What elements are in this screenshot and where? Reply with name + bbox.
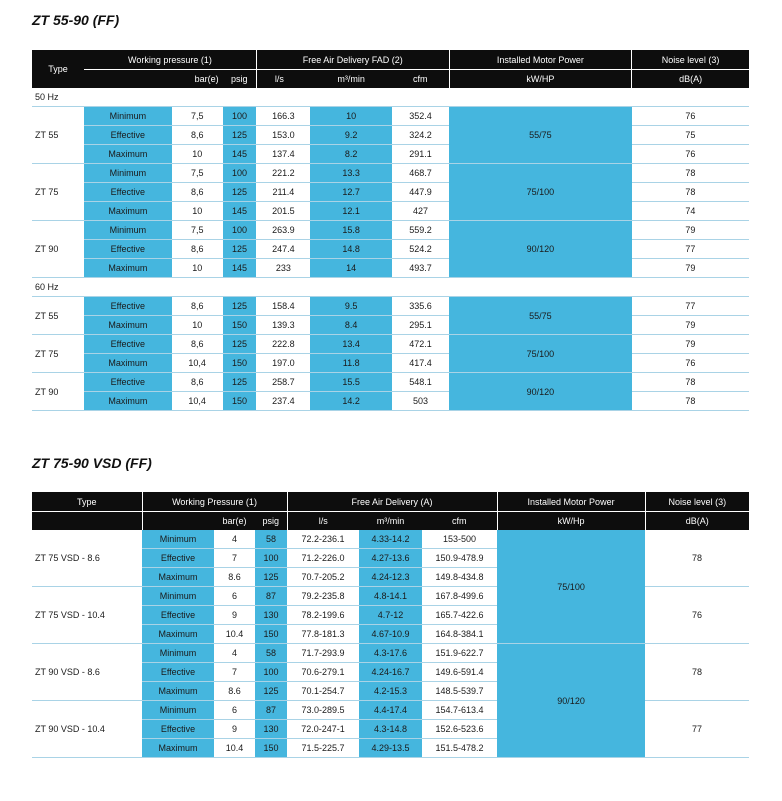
ls-subheader-2: l/s bbox=[287, 512, 359, 531]
cfm-value: 468.7 bbox=[392, 164, 449, 183]
frequency-row bbox=[32, 88, 749, 107]
level-subheader bbox=[84, 70, 172, 89]
m3min-subheader: m³/min bbox=[310, 70, 392, 89]
model-name: ZT 90 VSD - 8.6 bbox=[32, 644, 142, 701]
model-name: ZT 90 bbox=[32, 373, 84, 411]
m3min-value: 4.3-14.8 bbox=[359, 720, 422, 739]
dba-subheader: dB(A) bbox=[632, 70, 749, 89]
model-name: ZT 75 bbox=[32, 335, 84, 373]
bar-value: 10.4 bbox=[214, 625, 255, 644]
cfm-subheader: cfm bbox=[392, 70, 449, 89]
psig-value: 100 bbox=[255, 663, 287, 682]
pressure-level: Minimum bbox=[142, 587, 214, 606]
psig-value: 145 bbox=[223, 259, 257, 278]
pressure-level: Effective bbox=[142, 720, 214, 739]
psig-value: 145 bbox=[223, 202, 257, 221]
cfm-value: 447.9 bbox=[392, 183, 449, 202]
bar-value: 7 bbox=[214, 663, 255, 682]
table-row bbox=[32, 644, 749, 663]
cfm-value: 148.5-539.7 bbox=[422, 682, 497, 701]
bar-value: 6 bbox=[214, 701, 255, 720]
cfm-value: 295.1 bbox=[392, 316, 449, 335]
ls-value: 77.8-181.3 bbox=[287, 625, 359, 644]
table-row bbox=[32, 335, 749, 354]
ls-value: 258.7 bbox=[256, 373, 310, 392]
noise-level-header: Noise level (3) bbox=[632, 50, 749, 70]
bar-value: 7,5 bbox=[172, 107, 223, 126]
ls-value: 139.3 bbox=[256, 316, 310, 335]
m3min-value: 4.29-13.5 bbox=[359, 739, 422, 758]
psig-value: 125 bbox=[223, 335, 257, 354]
m3min-value: 14.2 bbox=[310, 392, 392, 411]
pressure-level: Maximum bbox=[84, 392, 172, 411]
pressure-level: Effective bbox=[84, 373, 172, 392]
cfm-value: 559.2 bbox=[392, 221, 449, 240]
motor-power: 75/100 bbox=[449, 164, 632, 221]
noise-value: 74 bbox=[632, 202, 749, 221]
cfm-value: 524.2 bbox=[392, 240, 449, 259]
psig-value: 100 bbox=[223, 107, 257, 126]
motor-power: 75/100 bbox=[449, 335, 632, 373]
table1-title: ZT 55-90 (FF) bbox=[32, 12, 120, 28]
psig-subheader: psig bbox=[223, 70, 257, 89]
psig-subheader-2: psig bbox=[255, 512, 287, 531]
m3min-value: 4.8-14.1 bbox=[359, 587, 422, 606]
model-name: ZT 75 bbox=[32, 164, 84, 221]
m3min-value: 12.1 bbox=[310, 202, 392, 221]
noise-value: 79 bbox=[632, 316, 749, 335]
motor-power: 55/75 bbox=[449, 107, 632, 164]
ls-value: 72.2-236.1 bbox=[287, 530, 359, 549]
psig-value: 125 bbox=[223, 183, 257, 202]
noise-value: 78 bbox=[645, 530, 749, 587]
psig-value: 87 bbox=[255, 587, 287, 606]
cfm-value: 493.7 bbox=[392, 259, 449, 278]
bar-value: 6 bbox=[214, 587, 255, 606]
cfm-value: 335.6 bbox=[392, 297, 449, 316]
ls-value: 247.4 bbox=[256, 240, 310, 259]
table-row bbox=[32, 107, 749, 126]
bar-value: 8,6 bbox=[172, 297, 223, 316]
pressure-level: Effective bbox=[84, 240, 172, 259]
table1-header-row bbox=[32, 50, 749, 70]
psig-value: 125 bbox=[223, 240, 257, 259]
psig-value: 150 bbox=[255, 625, 287, 644]
m3min-value: 14 bbox=[310, 259, 392, 278]
m3min-value: 8.2 bbox=[310, 145, 392, 164]
pressure-level: Maximum bbox=[84, 145, 172, 164]
ls-value: 166.3 bbox=[256, 107, 310, 126]
table-row bbox=[32, 354, 749, 373]
pressure-level: Maximum bbox=[142, 568, 214, 587]
pressure-level: Maximum bbox=[142, 625, 214, 644]
noise-value: 77 bbox=[632, 297, 749, 316]
pressure-level: Maximum bbox=[84, 316, 172, 335]
m3min-value: 11.8 bbox=[310, 354, 392, 373]
bar-value: 8,6 bbox=[172, 335, 223, 354]
psig-value: 145 bbox=[223, 145, 257, 164]
specs-table-vsd bbox=[32, 492, 749, 758]
psig-value: 58 bbox=[255, 530, 287, 549]
ls-value: 222.8 bbox=[256, 335, 310, 354]
working-pressure-header: Working pressure (1) bbox=[84, 50, 256, 70]
motor-power-header: Installed Motor Power bbox=[449, 50, 632, 70]
m3min-value: 15.5 bbox=[310, 373, 392, 392]
frequency-row bbox=[32, 278, 749, 297]
pressure-level: Minimum bbox=[142, 701, 214, 720]
ls-value: 73.0-289.5 bbox=[287, 701, 359, 720]
ls-value: 72.0-247-1 bbox=[287, 720, 359, 739]
motor-power: 55/75 bbox=[449, 297, 632, 335]
psig-value: 150 bbox=[255, 739, 287, 758]
psig-value: 100 bbox=[223, 221, 257, 240]
psig-value: 125 bbox=[255, 568, 287, 587]
model-name: ZT 75 VSD - 8.6 bbox=[32, 530, 142, 587]
ls-value: 137.4 bbox=[256, 145, 310, 164]
m3min-value: 4.33-14.2 bbox=[359, 530, 422, 549]
bar-value: 7,5 bbox=[172, 164, 223, 183]
psig-value: 125 bbox=[223, 126, 257, 145]
kwhp-subheader-2: kW/Hp bbox=[497, 512, 645, 531]
motor-power: 90/120 bbox=[497, 644, 645, 758]
noise-value: 78 bbox=[632, 373, 749, 392]
type-header: Type bbox=[32, 50, 84, 88]
table-row bbox=[32, 145, 749, 164]
frequency-label: 50 Hz bbox=[32, 88, 749, 107]
cfm-value: 167.8-499.6 bbox=[422, 587, 497, 606]
pressure-level: Minimum bbox=[142, 530, 214, 549]
noise-value: 77 bbox=[645, 701, 749, 758]
bar-value: 7 bbox=[214, 549, 255, 568]
ls-value: 237.4 bbox=[256, 392, 310, 411]
cfm-value: 164.8-384.1 bbox=[422, 625, 497, 644]
model-name: ZT 55 bbox=[32, 107, 84, 164]
cfm-value: 165.7-422.6 bbox=[422, 606, 497, 625]
bar-value: 4 bbox=[214, 530, 255, 549]
bar-value: 8,6 bbox=[172, 373, 223, 392]
psig-value: 100 bbox=[223, 164, 257, 183]
cfm-value: 152.6-523.6 bbox=[422, 720, 497, 739]
psig-value: 150 bbox=[223, 392, 257, 411]
table1-subheader-row bbox=[32, 70, 749, 89]
level-subheader-2 bbox=[142, 512, 214, 531]
bar-value: 4 bbox=[214, 644, 255, 663]
cfm-value: 352.4 bbox=[392, 107, 449, 126]
ls-value: 158.4 bbox=[256, 297, 310, 316]
fad-header-2: Free Air Delivery (A) bbox=[287, 492, 497, 512]
ls-value: 263.9 bbox=[256, 221, 310, 240]
pressure-level: Maximum bbox=[84, 354, 172, 373]
table-row bbox=[32, 316, 749, 335]
table-row bbox=[32, 530, 749, 549]
pressure-level: Minimum bbox=[84, 107, 172, 126]
table-row bbox=[32, 183, 749, 202]
pressure-level: Minimum bbox=[142, 644, 214, 663]
psig-value: 150 bbox=[223, 354, 257, 373]
table-row bbox=[32, 126, 749, 145]
noise-value: 78 bbox=[632, 183, 749, 202]
pressure-level: Effective bbox=[142, 549, 214, 568]
table-row bbox=[32, 392, 749, 411]
m3min-value: 13.3 bbox=[310, 164, 392, 183]
pressure-level: Maximum bbox=[142, 682, 214, 701]
bar-value: 7,5 bbox=[172, 221, 223, 240]
bar-value: 10,4 bbox=[172, 354, 223, 373]
table-row bbox=[32, 221, 749, 240]
cfm-value: 503 bbox=[392, 392, 449, 411]
m3min-value: 4.7-12 bbox=[359, 606, 422, 625]
psig-value: 125 bbox=[223, 373, 257, 392]
cfm-value: 548.1 bbox=[392, 373, 449, 392]
model-name: ZT 55 bbox=[32, 297, 84, 335]
noise-value: 75 bbox=[632, 126, 749, 145]
psig-value: 87 bbox=[255, 701, 287, 720]
m3min-value: 14.8 bbox=[310, 240, 392, 259]
noise-value: 76 bbox=[632, 107, 749, 126]
motor-power-header-2: Installed Motor Power bbox=[497, 492, 645, 512]
bar-value: 8.6 bbox=[214, 568, 255, 587]
bar-value: 9 bbox=[214, 606, 255, 625]
motor-power: 90/120 bbox=[449, 221, 632, 278]
noise-value: 76 bbox=[632, 145, 749, 164]
motor-power: 75/100 bbox=[497, 530, 645, 644]
m3min-value: 4.24-12.3 bbox=[359, 568, 422, 587]
pressure-level: Effective bbox=[84, 335, 172, 354]
dba-subheader-2: dB(A) bbox=[645, 512, 749, 531]
ls-value: 70.7-205.2 bbox=[287, 568, 359, 587]
cfm-value: 151.9-622.7 bbox=[422, 644, 497, 663]
fad-header: Free Air Delivery FAD (2) bbox=[256, 50, 449, 70]
pressure-level: Effective bbox=[142, 663, 214, 682]
m3min-value: 9.2 bbox=[310, 126, 392, 145]
noise-value: 77 bbox=[632, 240, 749, 259]
cfm-value: 154.7-613.4 bbox=[422, 701, 497, 720]
bar-subheader-2: bar(e) bbox=[214, 512, 255, 531]
ls-value: 70.6-279.1 bbox=[287, 663, 359, 682]
cfm-value: 149.8-434.8 bbox=[422, 568, 497, 587]
ls-value: 211.4 bbox=[256, 183, 310, 202]
m3min-value: 15.8 bbox=[310, 221, 392, 240]
cfm-value: 324.2 bbox=[392, 126, 449, 145]
bar-value: 10 bbox=[172, 259, 223, 278]
table2-subheader-row bbox=[32, 512, 749, 531]
ls-value: 79.2-235.8 bbox=[287, 587, 359, 606]
noise-value: 78 bbox=[645, 644, 749, 701]
psig-value: 130 bbox=[255, 606, 287, 625]
type-header-2: Type bbox=[32, 492, 142, 512]
m3min-value: 13.4 bbox=[310, 335, 392, 354]
pressure-level: Effective bbox=[84, 183, 172, 202]
table-row bbox=[32, 202, 749, 221]
cfm-value: 291.1 bbox=[392, 145, 449, 164]
pressure-level: Maximum bbox=[142, 739, 214, 758]
frequency-label: 60 Hz bbox=[32, 278, 749, 297]
ls-value: 153.0 bbox=[256, 126, 310, 145]
cfm-value: 153-500 bbox=[422, 530, 497, 549]
bar-value: 10.4 bbox=[214, 739, 255, 758]
ls-value: 71.2-226.0 bbox=[287, 549, 359, 568]
m3min-subheader-2: m³/min bbox=[359, 512, 422, 531]
noise-value: 76 bbox=[645, 587, 749, 644]
m3min-value: 12.7 bbox=[310, 183, 392, 202]
bar-value: 8,6 bbox=[172, 240, 223, 259]
m3min-value: 9.5 bbox=[310, 297, 392, 316]
noise-level-header-2: Noise level (3) bbox=[645, 492, 749, 512]
m3min-value: 4.4-17.4 bbox=[359, 701, 422, 720]
bar-value: 10 bbox=[172, 316, 223, 335]
pressure-level: Minimum bbox=[84, 221, 172, 240]
bar-value: 8.6 bbox=[214, 682, 255, 701]
cfm-value: 417.4 bbox=[392, 354, 449, 373]
pressure-level: Effective bbox=[142, 606, 214, 625]
working-pressure-header-2: Working Pressure (1) bbox=[142, 492, 287, 512]
m3min-value: 4.67-10.9 bbox=[359, 625, 422, 644]
m3min-value: 8.4 bbox=[310, 316, 392, 335]
m3min-value: 4.24-16.7 bbox=[359, 663, 422, 682]
table-row bbox=[32, 297, 749, 316]
pressure-level: Minimum bbox=[84, 164, 172, 183]
ls-value: 201.5 bbox=[256, 202, 310, 221]
table2-header-row bbox=[32, 492, 749, 512]
table2-title: ZT 75-90 VSD (FF) bbox=[32, 455, 152, 471]
pressure-level: Maximum bbox=[84, 202, 172, 221]
bar-value: 8,6 bbox=[172, 183, 223, 202]
psig-value: 125 bbox=[223, 297, 257, 316]
ls-subheader: l/s bbox=[256, 70, 310, 89]
ls-value: 78.2-199.6 bbox=[287, 606, 359, 625]
model-name: ZT 90 VSD - 10.4 bbox=[32, 701, 142, 758]
noise-value: 78 bbox=[632, 392, 749, 411]
bar-subheader: bar(e) bbox=[172, 70, 223, 89]
cfm-subheader-2: cfm bbox=[422, 512, 497, 531]
pressure-level: Effective bbox=[84, 126, 172, 145]
noise-value: 78 bbox=[632, 164, 749, 183]
bar-value: 10 bbox=[172, 202, 223, 221]
cfm-value: 427 bbox=[392, 202, 449, 221]
psig-value: 100 bbox=[255, 549, 287, 568]
type-subheader-2 bbox=[32, 512, 142, 531]
table-row bbox=[32, 373, 749, 392]
psig-value: 125 bbox=[255, 682, 287, 701]
noise-value: 76 bbox=[632, 354, 749, 373]
bar-value: 10 bbox=[172, 145, 223, 164]
psig-value: 150 bbox=[223, 316, 257, 335]
cfm-value: 151.5-478.2 bbox=[422, 739, 497, 758]
model-name: ZT 75 VSD - 10.4 bbox=[32, 587, 142, 644]
m3min-value: 4.27-13.6 bbox=[359, 549, 422, 568]
ls-value: 197.0 bbox=[256, 354, 310, 373]
ls-value: 221.2 bbox=[256, 164, 310, 183]
psig-value: 130 bbox=[255, 720, 287, 739]
m3min-value: 4.3-17.6 bbox=[359, 644, 422, 663]
noise-value: 79 bbox=[632, 259, 749, 278]
cfm-value: 472.1 bbox=[392, 335, 449, 354]
ls-value: 70.1-254.7 bbox=[287, 682, 359, 701]
ls-value: 71.5-225.7 bbox=[287, 739, 359, 758]
noise-value: 79 bbox=[632, 335, 749, 354]
m3min-value: 4.2-15.3 bbox=[359, 682, 422, 701]
table-row bbox=[32, 164, 749, 183]
kwhp-subheader: kW/HP bbox=[449, 70, 632, 89]
model-name: ZT 90 bbox=[32, 221, 84, 278]
bar-value: 8,6 bbox=[172, 126, 223, 145]
psig-value: 58 bbox=[255, 644, 287, 663]
table-row bbox=[32, 240, 749, 259]
cfm-value: 149.6-591.4 bbox=[422, 663, 497, 682]
pressure-level: Effective bbox=[84, 297, 172, 316]
bar-value: 10,4 bbox=[172, 392, 223, 411]
m3min-value: 10 bbox=[310, 107, 392, 126]
noise-value: 79 bbox=[632, 221, 749, 240]
ls-value: 233 bbox=[256, 259, 310, 278]
motor-power: 90/120 bbox=[449, 373, 632, 411]
ls-value: 71.7-293.9 bbox=[287, 644, 359, 663]
table-row bbox=[32, 259, 749, 278]
specs-table-fixed-speed bbox=[32, 50, 749, 411]
bar-value: 9 bbox=[214, 720, 255, 739]
cfm-value: 150.9-478.9 bbox=[422, 549, 497, 568]
pressure-level: Maximum bbox=[84, 259, 172, 278]
